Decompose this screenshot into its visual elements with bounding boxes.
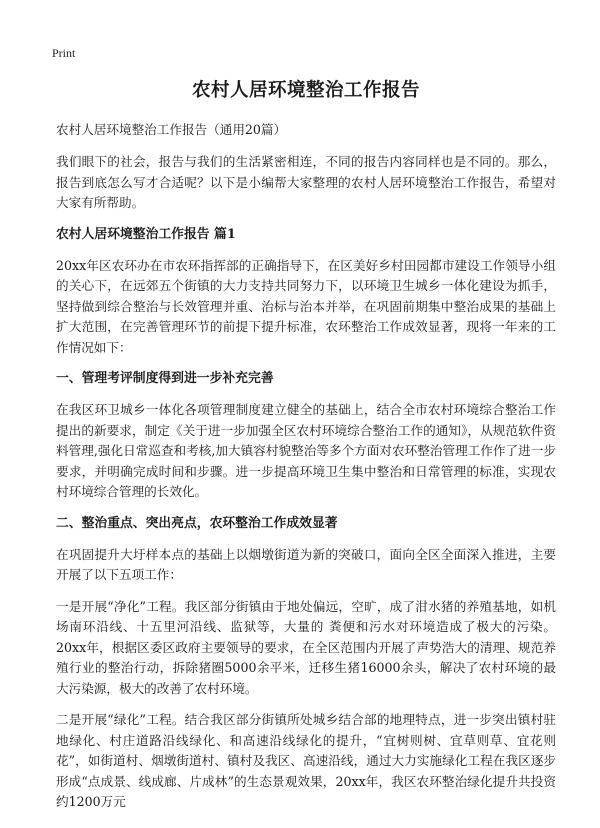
paragraph-2: 在我区环卫城乡一体化各项管理制度建立健全的基础上，结合全市农村环境综合整治工作提出的新要求，制定《关于进一步加强全区农村环境综合整治工作的通知》，从规范软件资料管理,强化日常巡查和考核,加大镇容村貌整治等多个方面对农环整治管理工作作了进一步要求，并明确完成时间和步骤。进一步提高环境卫生集中整治和日常管理的标准，实现农村环境综合管理的长效化。 xyxy=(56,402,556,499)
print-link[interactable]: Print xyxy=(52,46,76,60)
paragraph-3: 在巩固提升大圩样本点的基础上以烟墩街道为新的突破口，面向全区全面深入推进，主要开展了以下五项工作： xyxy=(56,546,556,582)
intro-paragraph: 我们眼下的社会，报告与我们的生活紧密相连，不同的报告内容同样也是不同的。那么，报告到底怎么写才合适呢？以下是小编帮大家整理的农村人居环境整治工作报告，希望对大家有所帮助。 xyxy=(56,154,556,210)
document-body xyxy=(56,76,556,824)
section-1-heading: 一、管理考评制度得到进一步补充完善 xyxy=(56,371,274,386)
paragraph-1: 20xx年区农环办在市农环指挥部的正确指导下，在区美好乡村田园都市建设工作领导小组的关心下，在远郊五个街镇的大力支持共同努力下，以环境卫生城乡一体化建设为抓手，坚持做到综合整治与长效管理并重、治标与治本并举，在巩固前期集中整治成果的基础上扩大范围，在完善管理环节的前提下提升标准，农环整治工作成效显著，现将一年来的工作情况如下： xyxy=(56,257,556,355)
article-heading: 农村人居环境整治工作报告 篇1 xyxy=(56,226,236,242)
paragraph-4: 一是开展“净化”工程。我区部分街镇由于地处偏远，空旷，成了泔水猪的养殖基地，如机场南环沿线、十五里河沿线、监狱等，大量的 粪便和污水对环境造成了极大的污染。20xx年，根据区委区政府主要领导的要求，在全区范围内开展了声势浩大的清理、规范养殖行业的整治行动，拆除猪圈5000余平米，迁移生猪16000余头，解决了农村环境的最大污染源，极大的改善了农村环境。 xyxy=(56,598,556,696)
document-subtitle: 农村人居环境整治工作报告（通用20篇） xyxy=(56,122,287,137)
section-2-heading: 二、整治重点、突出亮点，农环整治工作成效显著 xyxy=(56,515,338,531)
document-title: 农村人居环境整治工作报告 xyxy=(191,80,420,101)
paragraph-5: 二是开展“绿化”工程。结合我区部分街镇所处城乡结合部的地理特点，进一步突出镇村驻地绿化、村庄道路沿线绿化、和高速沿线绿化的提升，“宜树则树、宜草则草、宜花则花”，如街道村、烟墩街道村、镇村及我区、高速沿线，通过大力实施绿化工程在我区逐步形成“点成景、线成廊、片成林”的生态景观效果，20xx年，我区农环整治绿化提升共投资约1200万元 xyxy=(56,712,556,809)
